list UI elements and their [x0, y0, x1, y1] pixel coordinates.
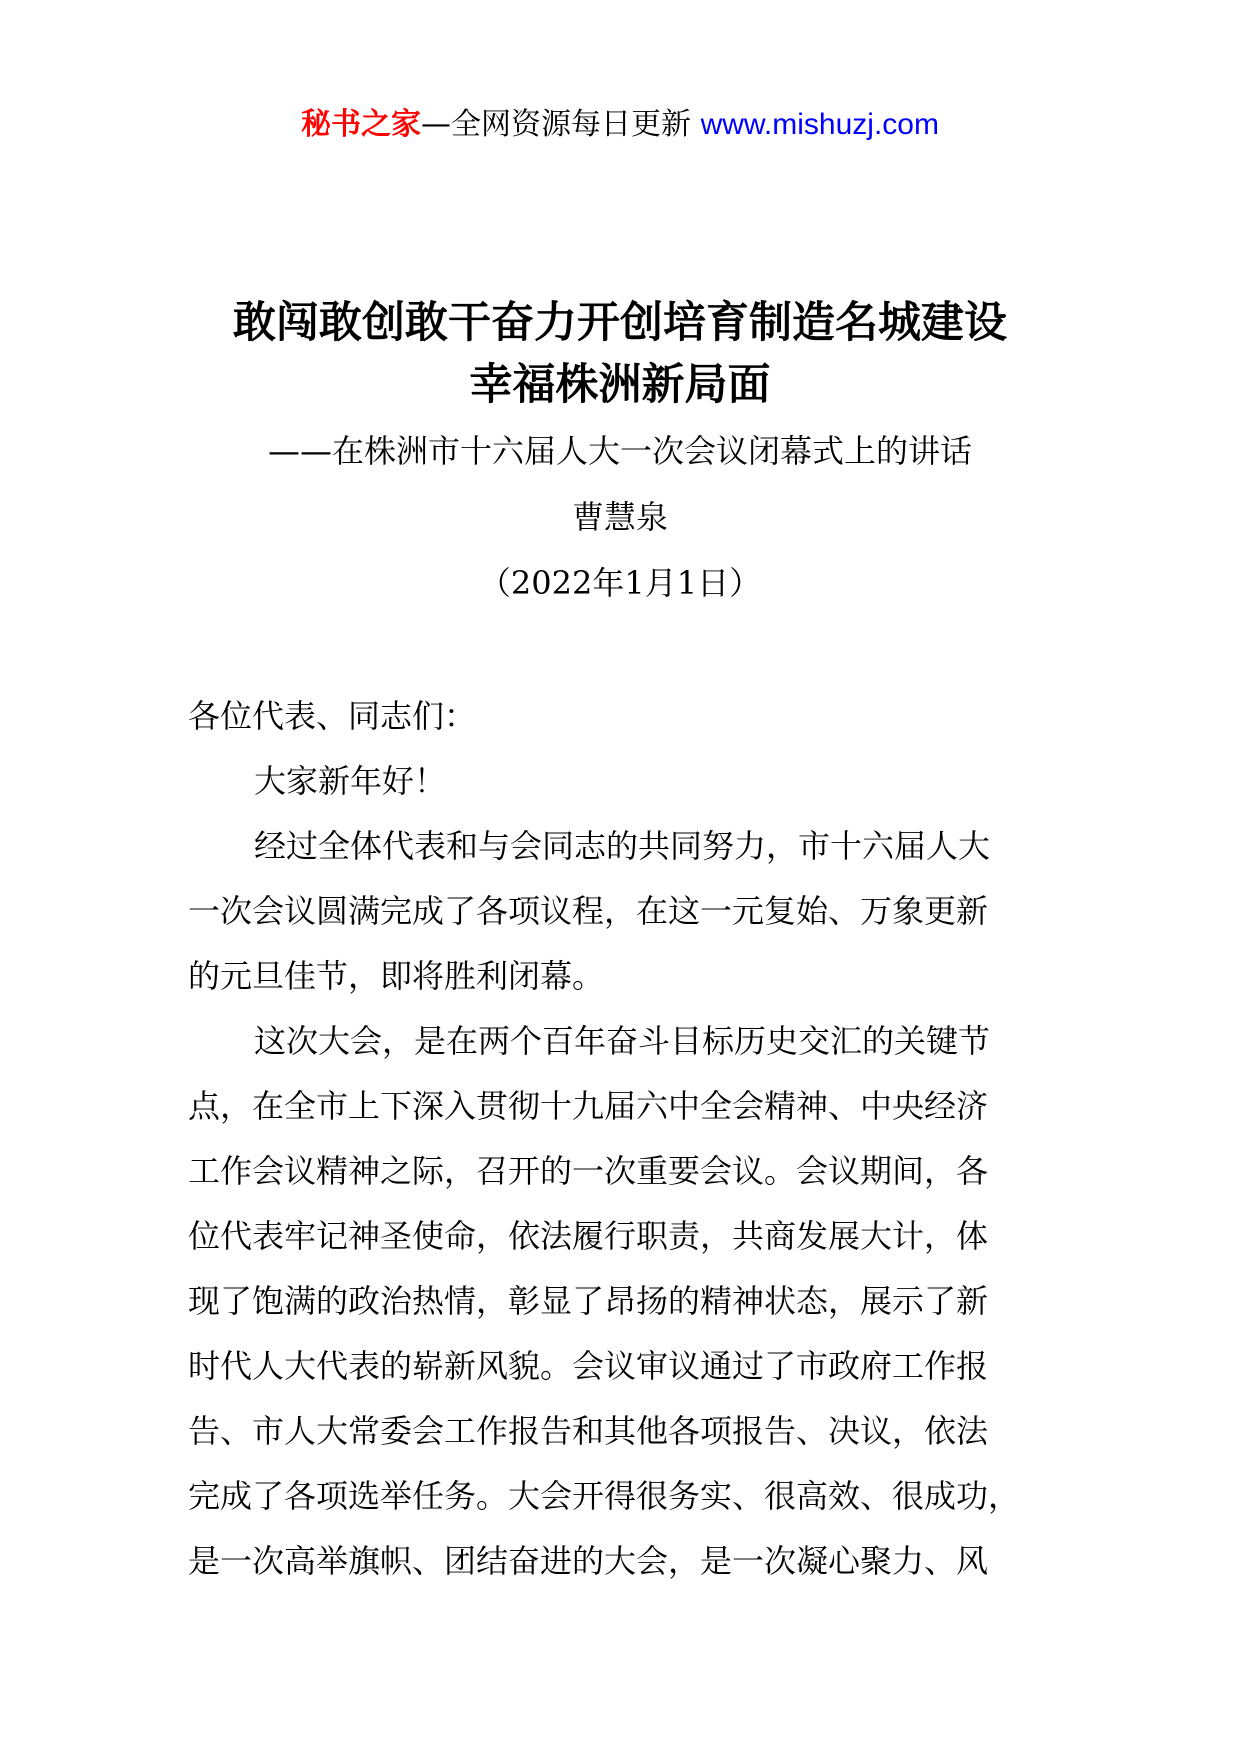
paragraph2-line: 完成了各项选举任务。大会开得很务实、很高效、很成功，	[188, 1477, 1021, 1515]
paragraph2-line: 时代人大代表的崭新风貌。会议审议通过了市政府工作报	[188, 1347, 989, 1385]
paragraph1-line: 一次会议圆满完成了各项议程，在这一元复始、万象更新	[188, 892, 989, 930]
paragraph2-line: 告、市人大常委会工作报告和其他各项报告、决议，依法	[188, 1412, 989, 1450]
header-tagline: —全网资源每日更新	[421, 107, 701, 142]
site-header	[0, 100, 1240, 150]
salutation: 各位代表、同志们：	[188, 697, 477, 735]
document-date: （2022年1月1日）	[478, 564, 762, 602]
paragraph2-line: 是一次高举旗帜、团结奋进的大会，是一次凝心聚力、风	[188, 1542, 989, 1580]
paragraph2-line: 这次大会，是在两个百年奋斗目标历史交汇的关键节	[254, 1022, 991, 1060]
document-body	[188, 684, 1068, 1594]
document-subtitle: ——在株洲市十六届人大一次会议闭幕式上的讲话	[267, 432, 972, 470]
paragraph1-line: 经过全体代表和与会同志的共同努力，市十六届人大	[254, 827, 991, 865]
paragraph2-line: 点，在全市上下深入贯彻十九届六中全会精神、中央经济	[188, 1087, 989, 1125]
title-line-1: 敢闯敢创敢干奋力开创培育制造名城建设	[233, 298, 1007, 348]
brand-name: 秘书之家	[301, 107, 422, 142]
title-line-2: 幸福株洲新局面	[469, 360, 771, 410]
document-author: 曹慧泉	[571, 498, 668, 536]
greeting: 大家新年好！	[254, 762, 447, 800]
paragraph2-line: 工作会议精神之际，召开的一次重要会议。会议期间，各	[188, 1152, 989, 1190]
paragraph2-line: 位代表牢记神圣使命，依法履行职责，共商发展大计，体	[188, 1217, 989, 1255]
paragraph1-line: 的元旦佳节，即将胜利闭幕。	[188, 957, 605, 995]
document-title	[0, 292, 1240, 416]
site-url-link[interactable]: www.mishuzj.com	[700, 108, 939, 141]
paragraph2-line: 现了饱满的政治热情，彰显了昂扬的精神状态，展示了新	[188, 1282, 989, 1320]
